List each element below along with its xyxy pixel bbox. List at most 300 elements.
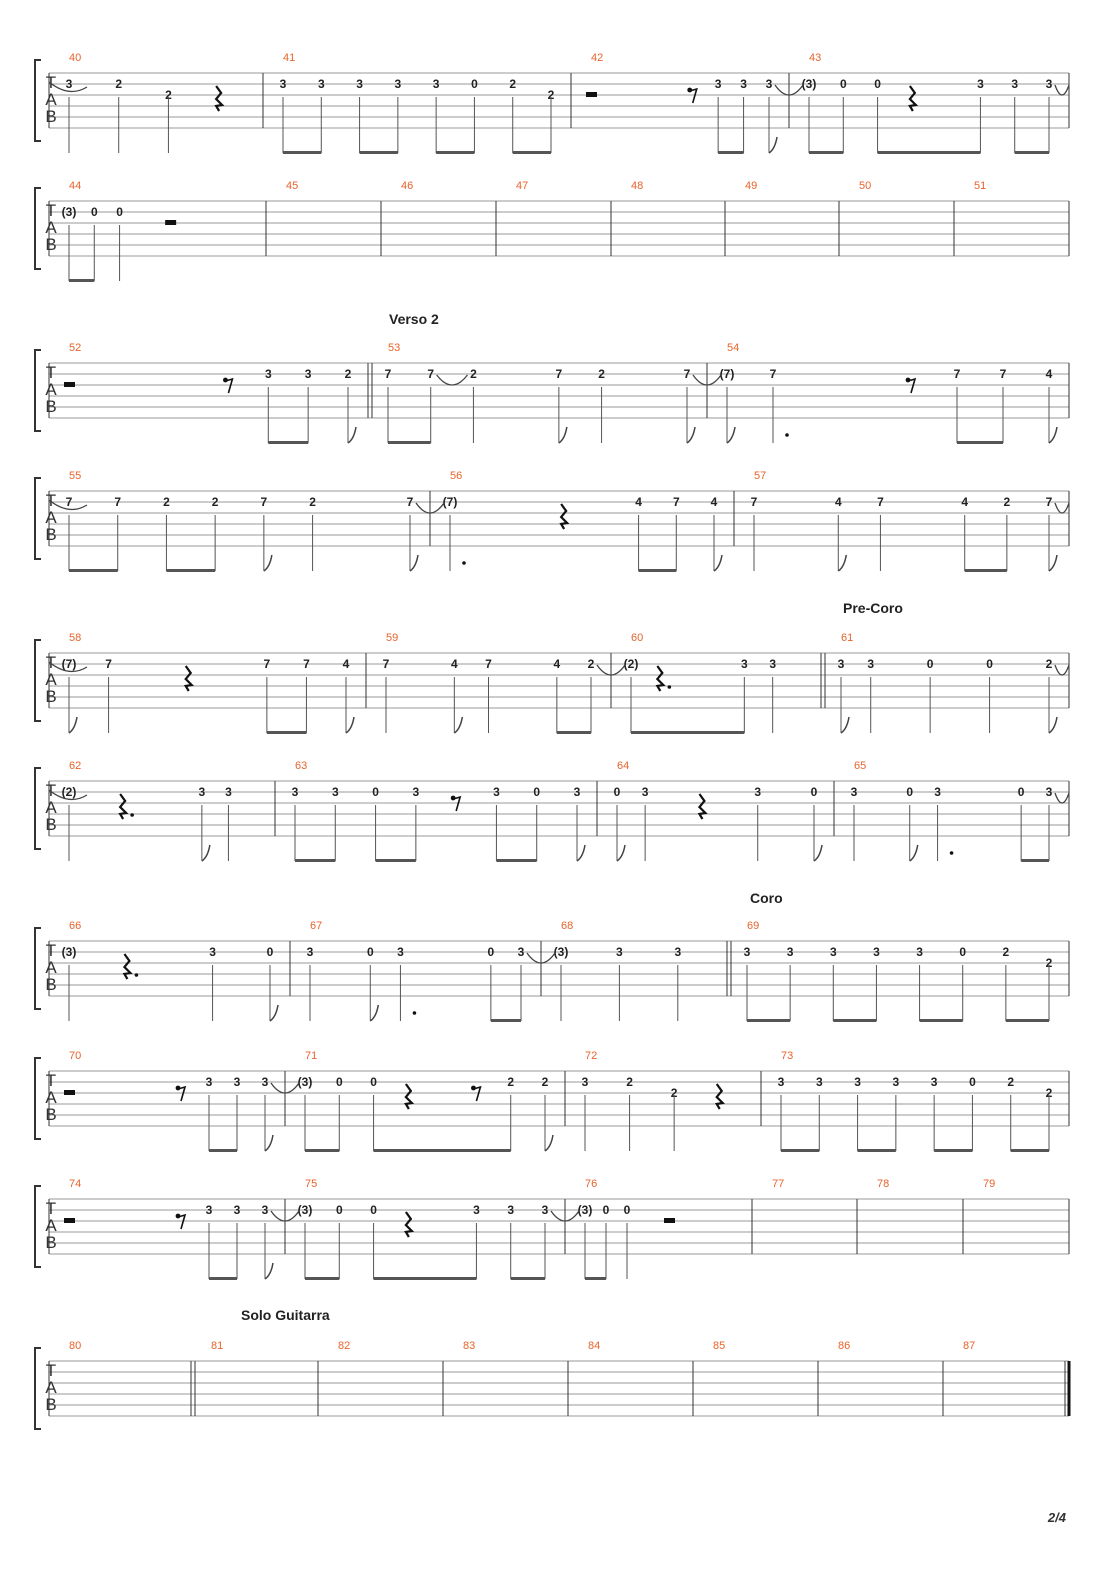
- system-bracket: [35, 1058, 41, 1139]
- fret-number: 0: [116, 205, 123, 219]
- fret-number: 3: [233, 1075, 241, 1089]
- system-bracket: [35, 60, 41, 141]
- tab-clef-letter: T: [45, 1199, 57, 1218]
- measure-number: 56: [450, 470, 463, 482]
- tab-clef-letter: A: [45, 508, 57, 527]
- measure-number: 67: [310, 920, 323, 932]
- measure-number: 71: [305, 1050, 318, 1062]
- fret-number: 7: [406, 495, 414, 509]
- measure-number: 69: [747, 920, 760, 932]
- fret-number: 0: [335, 1075, 343, 1089]
- note-flag: [687, 427, 695, 443]
- note-beam: [781, 1149, 819, 1152]
- note-beam: [305, 1277, 339, 1280]
- fret-number: 3: [397, 945, 404, 959]
- measure-number: 79: [983, 1178, 996, 1190]
- note-beam: [496, 859, 536, 862]
- note-flag: [1049, 555, 1057, 571]
- eighth-rest: [690, 89, 697, 103]
- staff-system: [35, 632, 1069, 734]
- note-beam: [631, 731, 744, 734]
- note-beam: [388, 441, 431, 444]
- note-beam: [376, 859, 416, 862]
- fret-number: 4: [961, 495, 969, 509]
- fret-number: 7: [263, 657, 271, 671]
- note-beam: [833, 1019, 876, 1022]
- fret-number: 3: [873, 945, 880, 959]
- note-flag: [265, 1135, 273, 1151]
- fret-number: 3: [892, 1075, 900, 1089]
- half-rest: [165, 220, 176, 225]
- note-dot: [462, 561, 466, 565]
- note-flag: [69, 717, 77, 733]
- fret-number: 7: [260, 495, 268, 509]
- fret-number: 3: [1045, 785, 1053, 799]
- staff-system: [35, 1178, 1069, 1280]
- fret-number: 3: [916, 945, 923, 959]
- tab-clef-letter: A: [45, 798, 57, 817]
- note-flag: [714, 555, 722, 571]
- fret-number: 3: [714, 77, 722, 91]
- note-tie: [1055, 793, 1069, 803]
- fret-number: 2: [211, 495, 219, 509]
- system-bracket: [35, 1186, 41, 1267]
- tab-clef-letter: A: [45, 1378, 57, 1397]
- quarter-rest: [186, 666, 192, 691]
- fret-number: 0: [986, 657, 993, 671]
- measure-number: 75: [305, 1178, 318, 1190]
- fret-number: 2: [344, 367, 352, 381]
- fret-number: 3: [331, 785, 339, 799]
- rest-dot: [668, 685, 672, 689]
- eighth-rest: [178, 1087, 185, 1101]
- fret-number: 7: [303, 657, 310, 671]
- fret-number: 3: [740, 77, 747, 91]
- fret-number: 0: [839, 77, 847, 91]
- measure-number: 42: [591, 52, 604, 64]
- fret-number: 0: [90, 205, 98, 219]
- tab-clef-letter: T: [45, 1361, 57, 1380]
- tab-clef-letter: A: [45, 958, 57, 977]
- measure-number: 73: [781, 1050, 794, 1062]
- fret-number: (3): [61, 205, 77, 219]
- note-beam: [283, 151, 321, 154]
- fret-number: 7: [427, 367, 435, 381]
- fret-number: 3: [934, 785, 941, 799]
- tab-clef-letter: B: [45, 815, 57, 834]
- fret-number: 2: [163, 495, 170, 509]
- fret-number: 7: [382, 657, 390, 671]
- half-rest: [664, 1218, 675, 1223]
- note-beam: [1011, 1149, 1049, 1152]
- fret-number: (3): [801, 77, 817, 91]
- fret-number: 3: [261, 1203, 269, 1217]
- measure-number: 86: [838, 1340, 851, 1352]
- note-beam: [295, 859, 335, 862]
- measure-number: 46: [401, 180, 414, 192]
- measure-number: 45: [286, 180, 299, 192]
- tab-clef-letter: T: [45, 363, 57, 382]
- note-flag: [1049, 427, 1057, 443]
- measure-number: 52: [69, 342, 82, 354]
- fret-number: 3: [198, 785, 206, 799]
- fret-number: 3: [765, 77, 773, 91]
- fret-number: 3: [573, 785, 581, 799]
- fret-number: 3: [279, 77, 287, 91]
- tab-clef-letter: B: [45, 525, 57, 544]
- fret-number: 4: [710, 495, 718, 509]
- quarter-rest: [216, 86, 222, 111]
- fret-number: 3: [854, 1075, 861, 1089]
- note-beam: [166, 569, 215, 572]
- staff-system: [35, 1050, 1069, 1152]
- fret-number: 4: [834, 495, 842, 509]
- fret-number: 3: [674, 945, 682, 959]
- tab-clef-letter: B: [45, 1105, 57, 1124]
- fret-number: 3: [754, 785, 762, 799]
- note-beam: [585, 1277, 606, 1280]
- fret-number: 3: [1045, 77, 1053, 91]
- fret-number: 7: [953, 367, 961, 381]
- fret-number: 4: [450, 657, 458, 671]
- fret-number: 2: [541, 1075, 549, 1089]
- staff-system: [35, 180, 1069, 282]
- staff-system: [35, 920, 1069, 1022]
- system-bracket: [35, 188, 41, 269]
- fret-number: 3: [233, 1203, 241, 1217]
- measure-number: 77: [772, 1178, 785, 1190]
- measure-number: 58: [69, 632, 82, 644]
- fret-number: 7: [750, 495, 758, 509]
- fret-number: 3: [304, 367, 312, 381]
- fret-number: 0: [926, 657, 934, 671]
- fret-number: 7: [877, 495, 884, 509]
- note-flag: [727, 427, 735, 443]
- fret-number: 3: [837, 657, 845, 671]
- quarter-rest: [717, 1084, 723, 1109]
- eighth-rest: [908, 379, 915, 393]
- fret-number: 3: [740, 657, 748, 671]
- half-rest: [64, 1090, 75, 1095]
- measure-number: 78: [877, 1178, 890, 1190]
- fret-number: 3: [507, 1203, 515, 1217]
- measure-number: 40: [69, 52, 82, 64]
- note-beam: [920, 1019, 963, 1022]
- fret-number: (2): [623, 657, 639, 671]
- fret-number: 3: [641, 785, 649, 799]
- note-flag: [270, 1005, 278, 1021]
- note-flag: [559, 427, 567, 443]
- note-beam: [934, 1149, 972, 1152]
- fret-number: 7: [1045, 495, 1053, 509]
- fret-number: 3: [394, 77, 402, 91]
- fret-number: (7): [442, 495, 458, 509]
- measure-number: 50: [859, 180, 872, 192]
- system-bracket: [35, 478, 41, 559]
- quarter-rest: [910, 86, 916, 111]
- tab-clef-letter: T: [45, 491, 57, 510]
- fret-number: 0: [370, 1075, 377, 1089]
- tab-clef-letter: T: [45, 73, 57, 92]
- measure-number: 44: [69, 180, 82, 192]
- eighth-rest: [453, 797, 460, 811]
- fret-number: 2: [1045, 657, 1053, 671]
- section-label-solo-guitarra: Solo Guitarra: [241, 1307, 330, 1323]
- fret-number: 3: [1011, 77, 1019, 91]
- system-bracket: [35, 768, 41, 849]
- measure-number: 54: [727, 342, 740, 354]
- tab-clef-letter: B: [45, 397, 57, 416]
- fret-number: 0: [969, 1075, 976, 1089]
- note-flag: [545, 1135, 553, 1151]
- measure-number: 59: [386, 632, 399, 644]
- page-number: 2/4: [1047, 1510, 1066, 1525]
- fret-number: 0: [370, 1203, 377, 1217]
- tab-clef-letter: B: [45, 107, 57, 126]
- fret-number: 0: [372, 785, 379, 799]
- tab-clef-letter: T: [45, 781, 57, 800]
- fret-number: 2: [1045, 956, 1053, 970]
- fret-number: 2: [309, 495, 316, 509]
- tab-clef-letter: A: [45, 670, 57, 689]
- fret-number: 2: [1045, 1086, 1053, 1100]
- tab-clef-letter: A: [45, 218, 57, 237]
- system-bracket: [35, 640, 41, 721]
- measure-number: 66: [69, 920, 82, 932]
- measure-number: 43: [809, 52, 822, 64]
- measure-number: 84: [588, 1340, 601, 1352]
- quarter-rest: [699, 794, 705, 819]
- fret-number: 3: [777, 1075, 785, 1089]
- fret-number: (3): [297, 1075, 313, 1089]
- fret-number: 2: [598, 367, 605, 381]
- fret-number: 3: [356, 77, 363, 91]
- measure-number: 70: [69, 1050, 82, 1062]
- eighth-rest: [178, 1215, 185, 1229]
- fret-number: 2: [509, 77, 517, 91]
- measure-number: 82: [338, 1340, 351, 1352]
- note-beam: [209, 1277, 237, 1280]
- tab-clef-letter: B: [45, 1233, 57, 1252]
- system-bracket: [35, 350, 41, 431]
- tab-clef-letter: B: [45, 687, 57, 706]
- note-flag: [264, 555, 272, 571]
- note-beam: [69, 279, 94, 282]
- measure-number: 87: [963, 1340, 976, 1352]
- note-beam: [491, 1019, 521, 1022]
- note-beam: [858, 1149, 896, 1152]
- note-beam: [360, 151, 398, 154]
- fret-number: 7: [65, 495, 73, 509]
- note-dot: [785, 433, 789, 437]
- note-beam: [374, 1149, 511, 1152]
- measure-number: 65: [854, 760, 867, 772]
- note-beam: [557, 731, 591, 734]
- eighth-rest: [225, 379, 232, 393]
- fret-number: 0: [366, 945, 374, 959]
- fret-number: 3: [743, 945, 751, 959]
- note-beam: [878, 151, 981, 154]
- fret-number: 0: [487, 945, 495, 959]
- fret-number: 3: [517, 945, 525, 959]
- tab-clef-letter: T: [45, 653, 57, 672]
- fret-number: 0: [471, 77, 478, 91]
- fret-number: 3: [815, 1075, 823, 1089]
- fret-number: 3: [493, 785, 500, 799]
- measure-number: 85: [713, 1340, 726, 1352]
- fret-number: 3: [829, 945, 837, 959]
- fret-number: 3: [205, 1075, 213, 1089]
- note-flag: [577, 845, 585, 861]
- fret-number: 7: [114, 495, 122, 509]
- fret-number: 7: [555, 367, 563, 381]
- note-flag: [814, 845, 822, 861]
- measure-number: 68: [561, 920, 574, 932]
- fret-number: 3: [541, 1203, 549, 1217]
- measure-number: 64: [617, 760, 630, 772]
- fret-number: 0: [266, 945, 274, 959]
- fret-number: 2: [165, 88, 172, 102]
- note-beam: [957, 441, 1003, 444]
- measure-number: 76: [585, 1178, 598, 1190]
- system-bracket: [35, 928, 41, 1009]
- fret-number: 0: [874, 77, 881, 91]
- fret-number: 2: [547, 88, 555, 102]
- half-rest: [586, 92, 597, 97]
- fret-number: (3): [297, 1203, 313, 1217]
- note-beam: [718, 151, 743, 154]
- note-beam: [305, 1149, 339, 1152]
- fret-number: 0: [533, 785, 541, 799]
- fret-number: 3: [581, 1075, 589, 1089]
- fret-number: 0: [335, 1203, 343, 1217]
- fret-number: 0: [810, 785, 818, 799]
- note-beam: [511, 1277, 545, 1280]
- measure-number: 63: [295, 760, 308, 772]
- fret-number: 4: [553, 657, 561, 671]
- fret-number: 2: [1002, 945, 1010, 959]
- measure-number: 57: [754, 470, 767, 482]
- fret-number: 2: [626, 1075, 633, 1089]
- quarter-rest: [406, 1084, 412, 1109]
- section-label-verso-2: Verso 2: [389, 311, 439, 327]
- measure-number: 74: [69, 1178, 82, 1190]
- note-beam: [268, 441, 308, 444]
- rest-dot: [130, 813, 134, 817]
- note-beam: [436, 151, 474, 154]
- fret-number: 0: [623, 1203, 631, 1217]
- eighth-rest: [473, 1087, 480, 1101]
- note-flag: [910, 845, 918, 861]
- fret-number: 3: [205, 1203, 213, 1217]
- note-flag: [769, 137, 777, 153]
- fret-number: 0: [906, 785, 914, 799]
- note-tie: [1055, 503, 1069, 513]
- half-rest: [64, 382, 75, 387]
- measure-number: 51: [974, 180, 987, 192]
- note-beam: [374, 1277, 477, 1280]
- note-beam: [965, 569, 1007, 572]
- fret-number: 7: [384, 367, 392, 381]
- tab-clef-letter: A: [45, 1216, 57, 1235]
- fret-number: 2: [470, 367, 477, 381]
- note-beam: [69, 569, 118, 572]
- fret-number: 3: [930, 1075, 938, 1089]
- fret-number: (3): [553, 945, 569, 959]
- fret-number: 7: [485, 657, 492, 671]
- fret-number: 3: [977, 77, 984, 91]
- fret-number: 7: [105, 657, 112, 671]
- quarter-rest: [120, 794, 126, 819]
- note-flag: [841, 717, 849, 733]
- note-flag: [454, 717, 462, 733]
- note-beam: [1006, 1019, 1049, 1022]
- note-beam: [1015, 151, 1049, 154]
- measure-number: 80: [69, 1340, 82, 1352]
- fret-number: 7: [672, 495, 680, 509]
- fret-number: 3: [786, 945, 794, 959]
- section-label-coro: Coro: [750, 890, 783, 906]
- fret-number: 0: [1017, 785, 1025, 799]
- fret-number: 3: [473, 1203, 480, 1217]
- note-tie: [1055, 85, 1069, 95]
- quarter-rest: [124, 954, 130, 979]
- system-bracket: [35, 1348, 41, 1429]
- note-dot: [413, 1011, 417, 1015]
- staff-system: [35, 760, 1069, 862]
- fret-number: 3: [306, 945, 314, 959]
- fret-number: 7: [999, 367, 1007, 381]
- measure-number: 53: [388, 342, 401, 354]
- section-label-pre-coro: Pre-Coro: [843, 600, 903, 616]
- note-flag: [838, 555, 846, 571]
- fret-number: 4: [1045, 367, 1053, 381]
- measure-number: 61: [841, 632, 854, 644]
- note-flag: [370, 1005, 378, 1021]
- fret-number: 3: [769, 657, 777, 671]
- fret-number: 3: [317, 77, 325, 91]
- fret-number: 3: [225, 785, 232, 799]
- note-beam: [639, 569, 677, 572]
- note-beam: [747, 1019, 790, 1022]
- tab-clef-letter: T: [45, 201, 57, 220]
- tab-clef-letter: B: [45, 235, 57, 254]
- tab-clef-letter: B: [45, 975, 57, 994]
- note-tie: [437, 375, 468, 385]
- note-dot: [950, 851, 954, 855]
- measure-number: 55: [69, 470, 82, 482]
- fret-number: (2): [61, 785, 77, 799]
- fret-number: 3: [264, 367, 272, 381]
- quarter-rest: [406, 1212, 412, 1237]
- quarter-rest: [561, 504, 567, 529]
- fret-number: 4: [342, 657, 350, 671]
- note-flag: [410, 555, 418, 571]
- fret-number: (7): [61, 657, 77, 671]
- staff-system: [35, 470, 1069, 572]
- fret-number: 4: [635, 495, 642, 509]
- tab-clef-letter: T: [45, 1071, 57, 1090]
- fret-number: 3: [867, 657, 875, 671]
- fret-number: (3): [61, 945, 77, 959]
- fret-number: 3: [616, 945, 623, 959]
- fret-number: (3): [577, 1203, 593, 1217]
- note-beam: [209, 1149, 237, 1152]
- measure-number: 60: [631, 632, 644, 644]
- note-flag: [348, 427, 356, 443]
- note-beam: [809, 151, 843, 154]
- fret-number: 3: [209, 945, 216, 959]
